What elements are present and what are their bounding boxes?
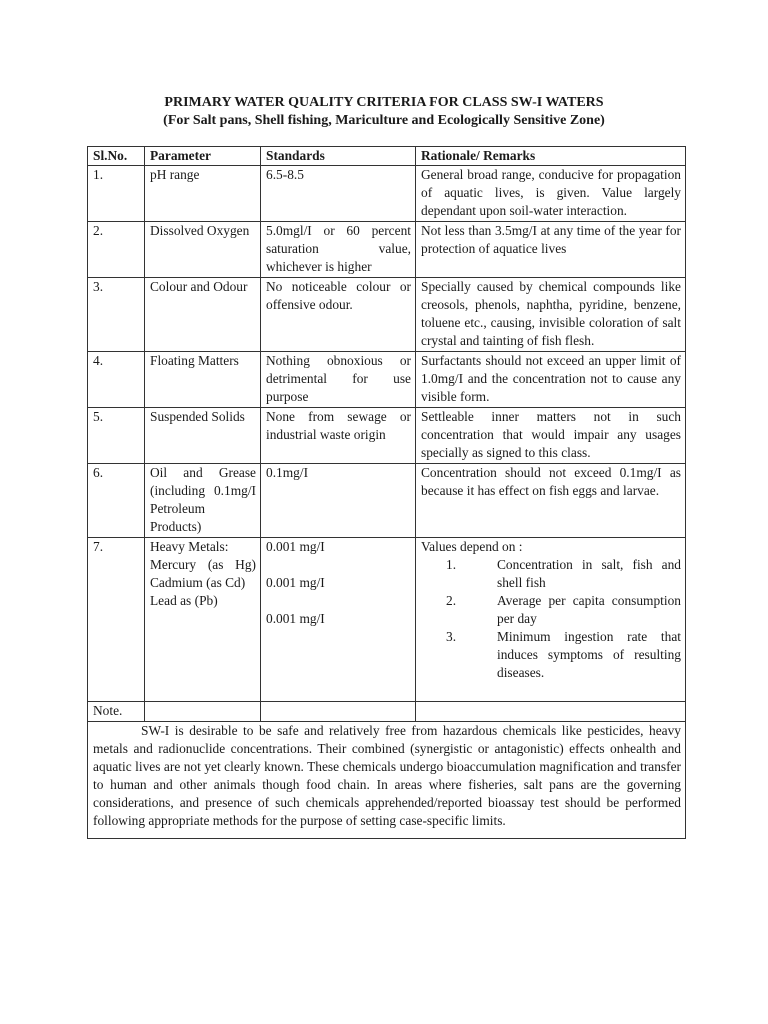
heavy-metals-label: Heavy Metals:	[150, 539, 229, 554]
cell-parameter: Dissolved Oxygen	[145, 222, 261, 278]
header-parameter: Parameter	[145, 147, 261, 166]
table-row	[88, 538, 686, 702]
note-label-row	[88, 702, 686, 722]
cell-slno: 2.	[88, 222, 145, 278]
cadmium-standard: 0.001 mg/I	[266, 575, 325, 590]
cell-parameter	[145, 538, 261, 702]
table-row	[88, 222, 686, 278]
table-row	[88, 408, 686, 464]
list-item	[421, 628, 681, 682]
note-label: Note.	[88, 702, 145, 722]
cell-parameter: Colour and Odour	[145, 278, 261, 352]
cell-standards	[261, 538, 416, 702]
cell-slno: 3.	[88, 278, 145, 352]
table-header-row	[88, 147, 686, 166]
page-subtitle: (For Salt pans, Shell fishing, Mariculture and Ecologically Sensitive Zone)	[163, 113, 605, 128]
list-number: 1.	[446, 557, 457, 572]
cell-remarks: Settleable inner matters not in such concentration that would impair any usages specially as signed to this class.	[416, 408, 686, 464]
cell-slno: 5.	[88, 408, 145, 464]
cell-parameter: Oil and Grease (including 0.1mg/I Petroleum Products)	[145, 464, 261, 538]
mercury-standard: 0.001 mg/I	[266, 539, 325, 554]
cell-slno: 4.	[88, 352, 145, 408]
cell-standards: 5.0mgl/I or 60 percent saturation value, whichever is higher	[261, 222, 416, 278]
list-text: Minimum ingestion rate that induces symptoms of resulting diseases.	[497, 629, 681, 680]
cell-parameter: pH range	[145, 166, 261, 222]
cell-slno: 1.	[88, 166, 145, 222]
note-row	[88, 722, 686, 839]
list-number: 2.	[446, 593, 457, 608]
mercury-cadmium-label: Mercury (as Hg) Cadmium (as Cd)	[150, 557, 256, 590]
table-row	[88, 166, 686, 222]
note-cell	[88, 722, 686, 839]
cell-parameter: Suspended Solids	[145, 408, 261, 464]
cell-parameter: Floating Matters	[145, 352, 261, 408]
header-slno: Sl.No.	[88, 147, 145, 166]
header-standards: Standards	[261, 147, 416, 166]
cell-standards: 6.5-8.5	[261, 166, 416, 222]
cell-remarks: Concentration should not exceed 0.1mg/I as because it has effect on fish eggs and larvae.	[416, 464, 686, 538]
remarks-intro: Values depend on :	[421, 539, 523, 554]
criteria-table	[87, 146, 686, 839]
page-title: PRIMARY WATER QUALITY CRITERIA FOR CLASS SW-I WATERS	[164, 95, 604, 110]
cell-remarks: Surfactants should not exceed an upper limit of 1.0mg/I and the concentration not to cause any visible form.	[416, 352, 686, 408]
table-row	[88, 464, 686, 538]
cell-slno: 7.	[88, 538, 145, 702]
remarks-list	[421, 556, 681, 682]
lead-label: Lead as (Pb)	[150, 593, 218, 608]
cell-standards: Nothing obnoxious or detrimental for use purpose	[261, 352, 416, 408]
cell-remarks: Not less than 3.5mg/I at any time of the year for protection of aquatice lives	[416, 222, 686, 278]
cell-remarks: General broad range, conducive for propagation of aquatic lives, is given. Value largely dependant upon soil-water interaction.	[416, 166, 686, 222]
lead-standard: 0.001 mg/I	[266, 611, 325, 626]
list-item	[421, 592, 681, 628]
cell-standards: None from sewage or industrial waste origin	[261, 408, 416, 464]
table-row	[88, 278, 686, 352]
cell-remarks: Specially caused by chemical compounds like creosols, phenols, naphtha, pyridine, benzene, toluene etc., causing, invisible coloration of salt crystal and tainting of fish flesh.	[416, 278, 686, 352]
cell-standards: No noticeable colour or offensive odour.	[261, 278, 416, 352]
list-text: Average per capita consumption per day	[497, 593, 681, 626]
list-number: 3.	[446, 629, 457, 644]
list-text: Concentration in salt, fish and shell fish	[497, 557, 681, 590]
cell-remarks	[416, 538, 686, 702]
cell-standards: 0.1mg/I	[261, 464, 416, 538]
header-remarks: Rationale/ Remarks	[416, 147, 686, 166]
cell-slno: 6.	[88, 464, 145, 538]
table-row	[88, 352, 686, 408]
list-item	[421, 556, 681, 592]
note-text: SW-I is desirable to be safe and relatively free from hazardous chemicals like pesticides, heavy metals and radionuclide concentrations. Their combined (synergistic or antagonistic) effects onhealth and aquatic lives are not yet clearly known. These chemicals undergo bioaccumulation magnification and transfer to human and other animals though food chain. In areas where fisheries, salt pans are the governing considerations, and presence of such chemicals apprehended/reported bioassay test should be performed following appropriate methods for the purpose of setting case-specific limits.	[93, 723, 681, 828]
